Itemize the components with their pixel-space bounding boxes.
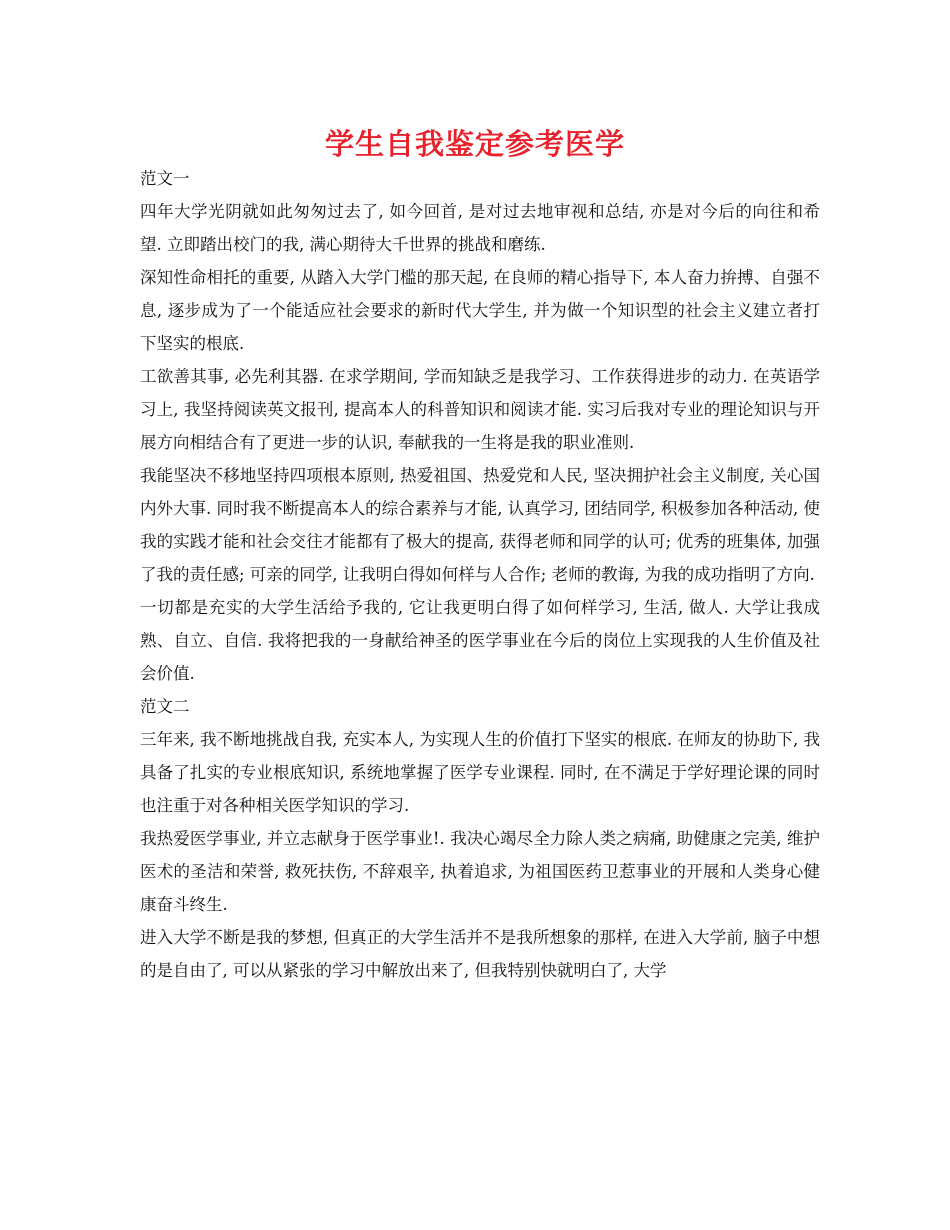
- paragraph: 进入大学不断是我的梦想, 但真正的大学生活并不是我所想象的那样, 在进入大学前, 脑子中想的是自由了, 可以从紧张的学习中解放出来了, 但我特别快就明白了, 大学: [140, 928, 820, 980]
- document-body: [140, 162, 820, 987]
- document-title: 学生自我鉴定参考医学: [324, 127, 625, 161]
- paragraph: 四年大学光阴就如此匆匆过去了, 如今回首, 是对过去地审视和总结, 亦是对今后的向往和希望. 立即踏出校门的我, 满心期待大千世界的挑战和磨练.: [140, 202, 820, 254]
- paragraph: 深知性命相托的重要, 从踏入大学门槛的那天起, 在良师的精心指导下, 本人奋力拚搏、自强不息, 逐步成为了一个能适应社会要求的新时代大学生, 并为做一个知识型的社会主义建立者打下坚实的根底.: [140, 268, 820, 353]
- section-heading-1: 范文一: [140, 169, 190, 188]
- section-heading-2: 范文二: [140, 697, 190, 716]
- paragraph: 工欲善其事, 必先利其器. 在求学期间, 学而知缺乏是我学习、工作获得进步的动力. 在英语学习上, 我坚持阅读英文报刊, 提高本人的科普知识和阅读才能. 实习后我对专业的理论知识与开展方向相结合有了更进一步的认识, 奉献我的一生将是我的职业准则.: [140, 367, 820, 452]
- paragraph: 我能坚决不移地坚持四项根本原则, 热爱祖国、热爱党和人民, 坚决拥护社会主义制度, 关心国内外大事. 同时我不断提高本人的综合素养与才能, 认真学习, 团结同学, 积极参加各种活动, 使我的实践才能和社会交往才能都有了极大的提高, 获得老师和同学的认可; 优秀的班集体, 加强了我的责任感; 可亲的同学, 让我明白得如何样与人合作; 老师的教诲, 为我的成功指明了方向.: [140, 466, 820, 584]
- paragraph: 我热爱医学事业, 并立志献身于医学事业!. 我决心竭尽全力除人类之病痛, 助健康之完美, 维护医术的圣洁和荣誉, 救死扶伤, 不辞艰辛, 执着追求, 为祖国医药卫惹事业的开展和人类身心健康奋斗终生.: [140, 829, 820, 914]
- paragraph: 一切都是充实的大学生活给予我的, 它让我更明白得了如何样学习, 生活, 做人. 大学让我成熟、自立、自信. 我将把我的一身献给神圣的医学事业在今后的岗位上实现我的人生价值及社会价值.: [140, 598, 820, 683]
- paragraph: 三年来, 我不断地挑战自我, 充实本人, 为实现人生的价值打下坚实的根底. 在师友的协助下, 我具备了扎实的专业根底知识, 系统地掌握了医学专业课程. 同时, 在不满足于学好理论课的同时也注重于对各种相关医学知识的学习.: [140, 730, 820, 815]
